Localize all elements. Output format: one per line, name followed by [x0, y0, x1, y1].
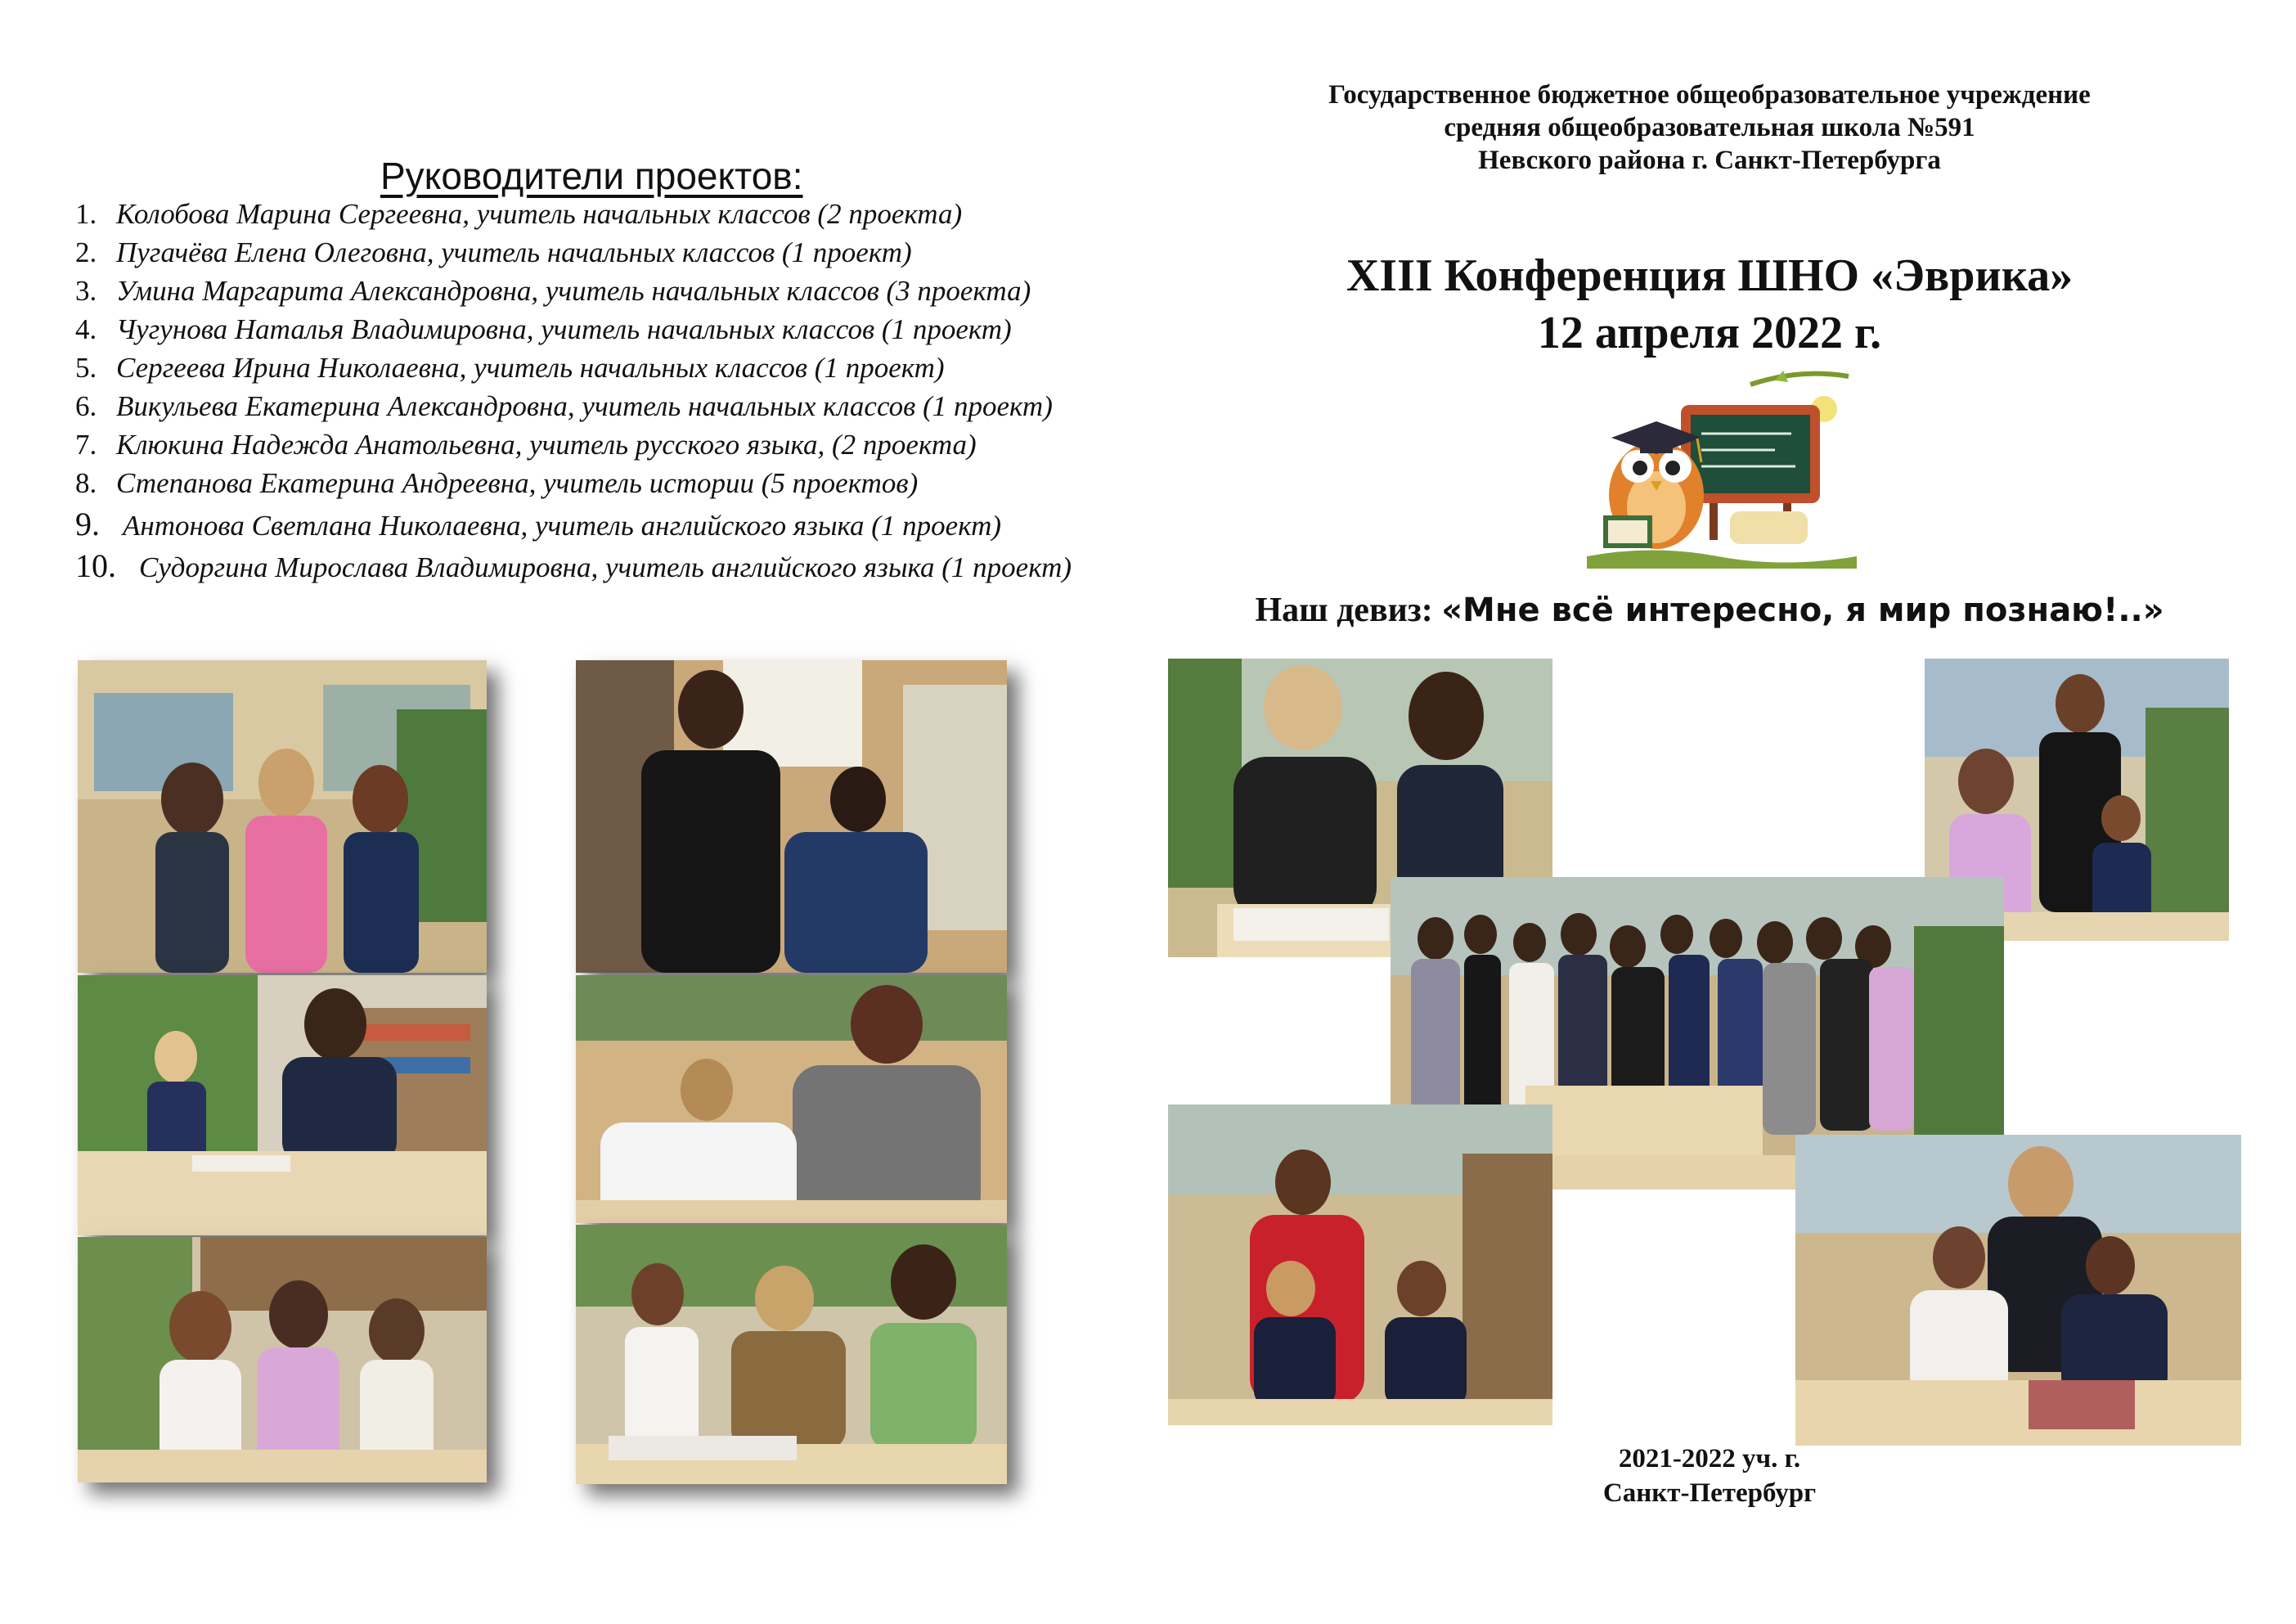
- leader-number: 3.: [75, 275, 97, 307]
- leader-number: 4.: [75, 313, 97, 345]
- photo-teacher-two-girls-library: [78, 1237, 487, 1482]
- org-line-2: средняя общеобразовательная школа №591: [1444, 113, 1975, 142]
- leader-text: Пугачёва Елена Олеговна, учитель начальных классов (1 проект): [116, 236, 912, 268]
- leader-item: [75, 198, 962, 231]
- city: Санкт-Петербург: [1602, 1478, 1817, 1508]
- org-line-3: Невского района г. Санкт-Петербурга: [1478, 146, 1941, 175]
- leader-text: Сергеева Ирина Николаевна, учитель начальных классов (1 проект): [116, 352, 945, 384]
- owl-blackboard-illustration: [1587, 360, 1857, 569]
- motto-label: Наш девиз:: [1255, 592, 1442, 629]
- leader-number: 5.: [75, 352, 97, 384]
- photo-teacher-two-girls-red: [1168, 1104, 1552, 1425]
- photo-teacher-two-girls: [78, 660, 487, 973]
- academic-year: 2021-2022 уч. г.: [1618, 1444, 1801, 1473]
- leader-text: Клюкина Надежда Анатольевна, учитель русского языка, (2 проекта): [116, 429, 977, 461]
- photo-teacher-two-girls-books: [1795, 1135, 2241, 1446]
- leader-number: 9.: [75, 506, 100, 542]
- leader-text: Антонова Светлана Николаевна, учитель английского языка (1 проект): [123, 510, 1002, 542]
- leader-number: 10.: [75, 547, 116, 584]
- leader-text: Колобова Марина Сергеевна, учитель начальных классов (2 проекта): [116, 198, 963, 230]
- leader-item: [75, 352, 945, 385]
- leader-item: [75, 236, 912, 269]
- motto: [1170, 591, 2249, 630]
- leader-item: [75, 313, 1012, 346]
- leader-text: Чугунова Наталья Владимировна, учитель начальных классов (1 проект): [116, 313, 1012, 345]
- photo-teacher-two-girls-desk: [576, 1225, 1007, 1484]
- leader-text: Викульева Екатерина Александровна, учитель начальных классов (1 проект): [116, 390, 1053, 422]
- leader-item: [75, 390, 1053, 423]
- leader-text: Судоргина Мирослава Владимировна, учитель английского языка (1 проект): [139, 551, 1072, 583]
- leader-item: [75, 275, 1031, 308]
- leader-number: 7.: [75, 429, 97, 461]
- footer: [1170, 1442, 2249, 1510]
- leader-item: [75, 547, 1072, 584]
- conference-date: 12 апреля 2022 г.: [1537, 308, 1882, 358]
- conference-heading: [1170, 247, 2249, 362]
- leader-number: 6.: [75, 390, 97, 422]
- leader-item: [75, 467, 918, 500]
- leader-item: [75, 508, 1001, 542]
- motto-text: «Мне всё интересно, я мир познаю!..»: [1441, 592, 2164, 629]
- school-header: [1170, 79, 2249, 177]
- photo-boy-teacher-classroom: [576, 975, 1007, 1223]
- conference-title: XIII Конференция ШНО «Эврика»: [1346, 250, 2074, 301]
- photo-boy-teacher-desk: [78, 975, 487, 1235]
- leaders-title: Руководители проектов:: [380, 155, 803, 197]
- leader-text: Степанова Екатерина Андреевна, учитель истории (5 проектов): [116, 467, 919, 499]
- leader-number: 8.: [75, 467, 97, 499]
- photo-teacher-boy-posters: [576, 660, 1007, 973]
- org-line-1: Государственное бюджетное общеобразовательное учреждение: [1328, 80, 2091, 110]
- leader-text: Умина Маргарита Александровна, учитель начальных классов (3 проекта): [116, 275, 1031, 307]
- leader-item: [75, 429, 977, 461]
- leader-number: 1.: [75, 198, 97, 230]
- leader-number: 2.: [75, 236, 97, 268]
